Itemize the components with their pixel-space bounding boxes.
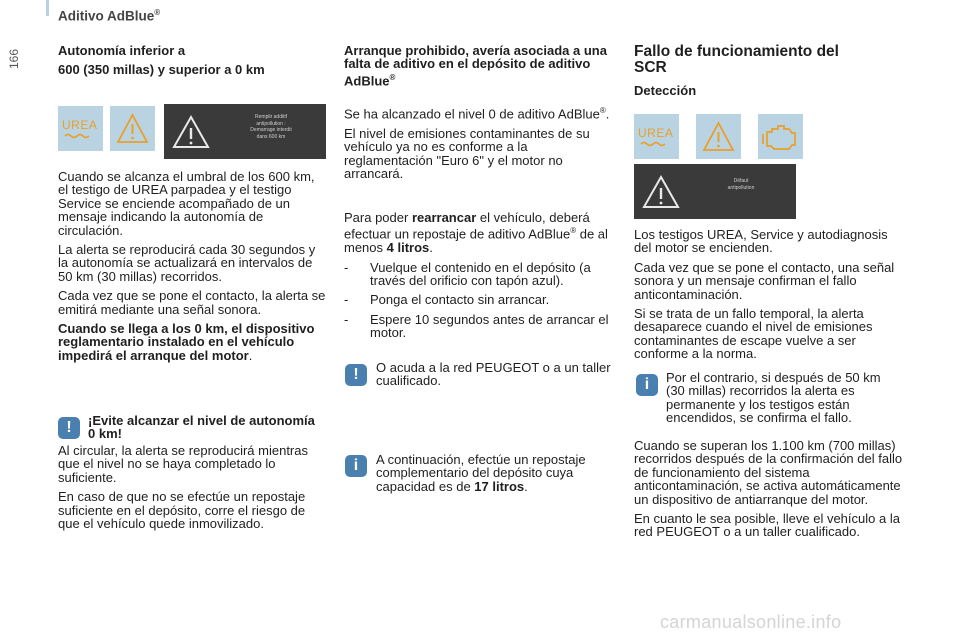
col3-paragraph: Si se trata de un fallo temporal, la alerta desaparece cuando el nivel de emisiones contaminantes de escape vuelve a ser conforme a la norma.	[634, 306, 873, 362]
col2-title-reg: ®	[389, 72, 396, 82]
watermark: carmanualsonline.info	[660, 612, 842, 632]
header-reg: ®	[154, 8, 161, 17]
col3-info-callout	[666, 371, 902, 431]
callout1-text: O acuda a la red PEUGEOT o a un taller cualificado.	[376, 360, 611, 389]
col3-title: Fallo de funcionamiento del SCR	[634, 43, 839, 76]
instrument-panel-message	[164, 104, 326, 159]
info-icon: i	[345, 455, 367, 477]
panel-line: dans 600 km	[256, 133, 286, 140]
column-1-after	[58, 444, 326, 536]
col2-title	[344, 44, 618, 88]
panel-message-text	[226, 114, 316, 140]
bold-end: .	[248, 347, 253, 363]
col3-after-paragraph: Cuando se superan los 1.100 km (700 millas) recorridos después de la confirmación del fallo de funcionamiento del sistema anticontaminación, se activa automáticamente un dispositivo de antiarranque del motor.	[634, 438, 903, 507]
column-2-steps	[344, 211, 616, 346]
t: 17 litros	[474, 478, 525, 494]
page-number: 166	[7, 48, 21, 70]
urea-tile	[634, 114, 679, 159]
exclamation-icon: !	[58, 417, 80, 439]
page-header	[58, 8, 160, 24]
callout2-text	[376, 453, 612, 493]
warning-title: ¡Evite alcanzar el nivel de autonomía 0 km!	[88, 413, 315, 442]
step-text: Vuelque el contenido en el depósito (a través del orificio con tapón azul).	[370, 259, 591, 288]
col1-title-line1: Autonomía inferior a	[58, 43, 186, 58]
service-tile	[696, 114, 741, 159]
info-icon: i	[636, 374, 658, 396]
panel-line: antipollution :	[256, 120, 286, 127]
col2-callout-1	[376, 361, 612, 394]
col3-subtitle: Detección	[634, 83, 697, 98]
instrument-panel-message	[634, 164, 796, 219]
panel-line: Remplir additif	[255, 114, 287, 120]
col3-paragraph: Cada vez que se pone el contacto, una señal sonora y un mensaje confirman el fallo anticontaminación.	[634, 259, 895, 302]
column-2-body	[344, 104, 612, 186]
panel-warning-triangle-icon	[634, 164, 694, 219]
exclamation-icon: !	[345, 364, 367, 386]
urea-wave-icon	[634, 114, 679, 159]
urea-wave-icon	[58, 106, 103, 151]
t: ®	[570, 226, 577, 236]
engine-check-icon	[758, 114, 803, 159]
column-3-body	[634, 228, 904, 367]
col3-after-paragraph: En cuanto le sea posible, lleve el vehículo a la red PEUGEOT o a un taller cualificado.	[634, 511, 900, 540]
t: de al menos	[344, 226, 608, 256]
t: Se ha alcanzado el nivel 0 de aditivo AdBlue	[344, 106, 600, 122]
dash: -	[344, 259, 349, 275]
col1-after-paragraph: En caso de que no se efectúe un repostaje suficiente en el depósito, corre el riesgo de que el vehículo quede inmovilizado.	[58, 489, 306, 532]
urea-warning-tile	[58, 106, 103, 151]
col3-paragraph: Los testigos UREA, Service y autodiagnosis del motor se encienden.	[634, 227, 888, 256]
info-text: Por el contrario, si después de 50 km (30 millas) recorridos la alerta es permanente y los testigos están encendidos, se confirma el fallo.	[666, 370, 881, 426]
col1-after-paragraph: Al circular, la alerta se reproducirá mientras que el nivel no se haya completado lo suficiente.	[58, 443, 308, 485]
step-text: Ponga el contacto sin arrancar.	[370, 292, 550, 308]
col1-warning-callout	[88, 414, 318, 447]
column-3-heading	[634, 44, 894, 103]
column-1-body	[58, 170, 326, 368]
header-title: Aditivo AdBlue	[58, 8, 155, 24]
t: A continuación, efectúe un repostaje complementario del depósito cuya capacidad es de	[376, 452, 586, 494]
column-3-after	[634, 439, 904, 545]
col1-paragraph: Cuando se alcanza el umbral de los 600 km, el testigo de UREA parpadea y el testigo Service se enciende acompañado de un mensaje indicando la autonomía de circulación.	[58, 169, 315, 238]
col2-callout-2	[376, 453, 612, 499]
t: 4 litros	[386, 240, 430, 256]
panel-line: Défaut	[733, 178, 749, 184]
col1-title-line2: 600 (350 millas) y superior a 0 km	[58, 62, 265, 78]
column-1-heading	[58, 44, 326, 83]
step-item	[344, 313, 616, 340]
col1-bold-paragraph	[58, 322, 326, 362]
t: rearrancar	[411, 210, 477, 225]
t: .	[429, 240, 433, 256]
col1-paragraph: La alerta se reproducirá cada 30 segundos y la autonomía se actualizará en intervalos de 50 km (30 millas) recorridos.	[58, 242, 316, 284]
urea-icon: UREA	[638, 126, 674, 140]
column-2-heading	[344, 44, 618, 94]
panel-line: antipollution	[727, 184, 755, 191]
t: ®	[599, 106, 606, 115]
t: .	[524, 478, 528, 494]
sidebar-accent-line	[46, 0, 49, 16]
service-warning-tile	[110, 106, 155, 151]
t: Para poder	[344, 210, 412, 225]
warning-triangle-icon	[696, 114, 741, 159]
t: .	[605, 106, 610, 122]
engine-tile	[758, 114, 803, 159]
urea-icon: UREA	[62, 118, 98, 132]
step-item	[344, 293, 616, 306]
bold-text: Cuando se llega a los 0 km, el dispositivo reglamentario instalado en el vehículo impedirá el arranque del motor	[58, 321, 315, 363]
panel-message-text	[696, 178, 786, 191]
panel-warning-triangle-icon	[164, 104, 224, 159]
step-text: Espere 10 segundos antes de arrancar el motor.	[370, 311, 609, 341]
col2-p1	[344, 104, 612, 121]
t: el vehículo, deberá efectuar un repostaje de aditivo AdBlue	[344, 210, 590, 242]
dash: -	[344, 292, 349, 308]
col2-p3	[344, 211, 616, 255]
dash: -	[344, 311, 349, 327]
col1-paragraph: Cada vez que se pone el contacto, la alerta se emitirá mediante una señal sonora.	[58, 288, 326, 317]
warning-triangle-icon	[110, 106, 155, 151]
col2-title-text: Arranque prohibido, avería asociada a una falta de aditivo en el depósito de aditivo AdBlue	[344, 43, 607, 89]
col2-p2: El nivel de emisiones contaminantes de su vehículo ya no es conforme a la reglamentación "Euro 6" y el motor no arrancará.	[344, 125, 590, 181]
step-item	[344, 261, 616, 288]
panel-line: Demarrage interdit	[250, 127, 292, 133]
